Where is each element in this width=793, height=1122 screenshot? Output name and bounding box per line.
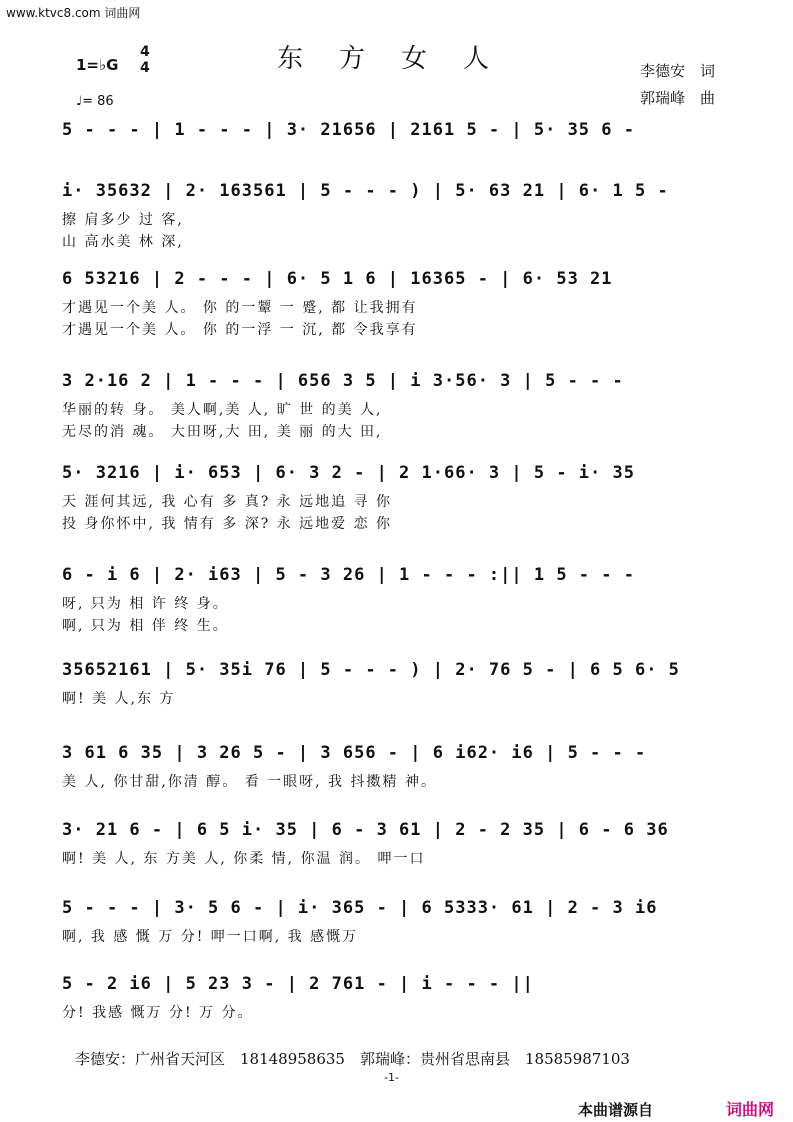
lyric-line: 无尽的消 魂。 大田呀,大 田, 美 丽 的大 田,: [62, 424, 383, 440]
lyric-line: 山 高水美 林 深,: [62, 234, 184, 250]
meter-bottom: 4: [140, 60, 150, 76]
notation-line: 5 - 2 i6 | 5 23 3 - | 2 761 - | i - - - ||: [62, 974, 534, 994]
lyric-line: 才遇见一个美 人。 你 的一浮 一 沉, 都 令我享有: [62, 322, 418, 338]
lyric-line: 投 身你怀中, 我 情有 多 深? 永 远地爱 恋 你: [62, 516, 393, 532]
time-signature: [140, 44, 150, 76]
composer-credit: 郭瑞峰 曲: [640, 89, 716, 107]
lyric-line: 啊! 美 人, 东 方美 人, 你柔 情, 你温 润。 呷一口: [62, 851, 426, 867]
song-title: 东方女人: [277, 44, 526, 74]
lyric-line: 美 人, 你甘甜,你清 醇。 看 一眼呀, 我 抖擞精 神。: [62, 774, 437, 790]
notation-line: 3 61 6 35 | 3 26 5 - | 3 656 - | 6 i62· i6 | 5 - - -: [62, 743, 647, 763]
notation-line: 6 53216 | 2 - - - | 6· 5 1 6 | 16365 - | 6· 53 21: [62, 269, 613, 289]
notation-line: 5 - - - | 1 - - - | 3· 21656 | 2161 5 - | 5· 35 6 -: [62, 120, 635, 140]
lyric-line: 才遇见一个美 人。 你 的一颦 一 蹙, 都 让我拥有: [62, 300, 418, 316]
brand-logo: 词曲网: [726, 1100, 775, 1119]
notation-line: 3 2·16 2 | 1 - - - | 656 3 5 | i 3·56· 3 | 5 - - -: [62, 371, 624, 391]
source-label: 本曲谱源自: [578, 1101, 654, 1119]
contact-info: 李德安：广州省天河区 18148958635 郭瑞峰：贵州省思南县 18585987103: [75, 1050, 630, 1068]
lyric-line: 啊, 我 感 慨 万 分! 呷一口啊, 我 感慨万: [62, 929, 359, 945]
lyric-line: 擦 肩多少 过 客,: [62, 212, 184, 228]
lyric-line: 分! 我感 慨万 分! 万 分。: [62, 1005, 254, 1021]
key-signature: 1=♭G: [76, 56, 119, 74]
notation-line: 5· 3216 | i· 653 | 6· 3 2 - | 2 1·66· 3 | 5 - i· 35: [62, 463, 635, 483]
notation-line: 6 - i 6 | 2· i63 | 5 - 3 26 | 1 - - - :|| 1 5 - - -: [62, 565, 635, 585]
tempo-marking: ♩= 86: [76, 94, 114, 109]
notation-line: 3· 21 6 - | 6 5 i· 35 | 6 - 3 61 | 2 - 2 35 | 6 - 6 36: [62, 820, 669, 840]
page-number: -1-: [384, 1071, 399, 1084]
site-watermark: www.ktvc8.com 词曲网: [6, 6, 141, 20]
meter-top: 4: [140, 44, 150, 60]
notation-line: 35652161 | 5· 35i 76 | 5 - - - ) | 2· 76 5 - | 6 5 6· 5: [62, 660, 680, 680]
notation-line: 5 - - - | 3· 5 6 - | i· 365 - | 6 5333· 61 | 2 - 3 i6: [62, 898, 658, 918]
lyric-line: 华丽的转 身。 美人啊,美 人, 旷 世 的美 人,: [62, 402, 383, 418]
lyric-line: 呀, 只为 相 许 终 身。: [62, 596, 229, 612]
lyric-line: 啊! 美 人,东 方: [62, 691, 176, 707]
notation-line: i· 35632 | 2· 163561 | 5 - - - ) | 5· 63 21 | 6· 1 5 -: [62, 181, 669, 201]
lyric-line: 啊, 只为 相 伴 终 生。: [62, 618, 229, 634]
lyric-line: 天 涯何其远, 我 心有 多 真? 永 远地追 寻 你: [62, 494, 393, 510]
lyricist-credit: 李德安 词: [640, 62, 716, 80]
